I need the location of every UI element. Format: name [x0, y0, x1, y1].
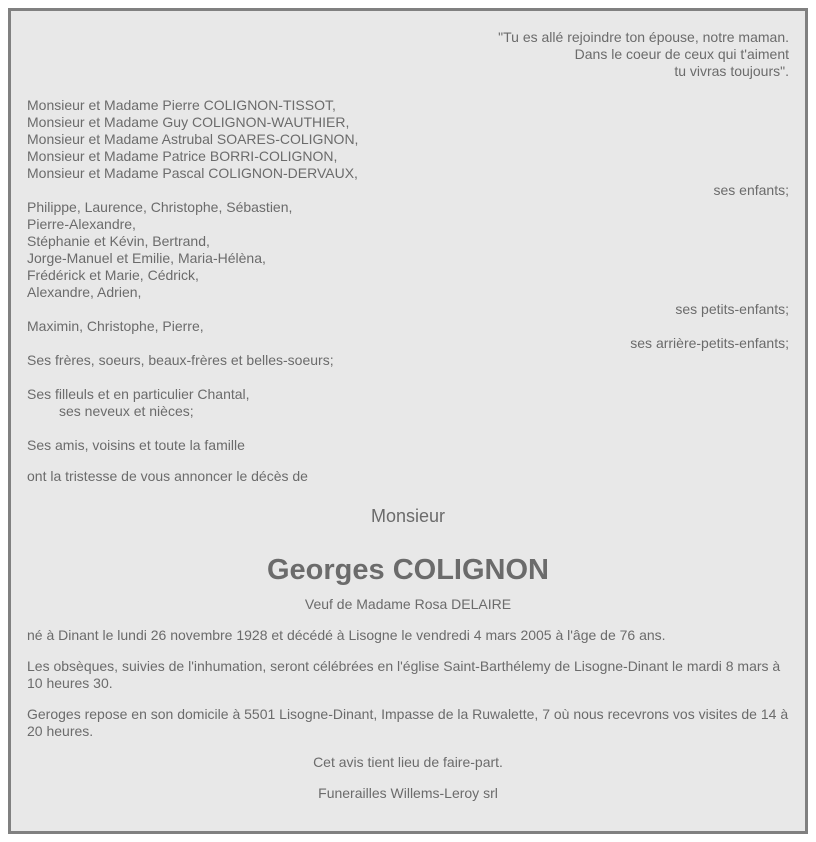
grandchildren-label: ses petits-enfants; — [675, 301, 789, 317]
family-member: Monsieur et Madame Guy COLIGNON-WAUTHIER, — [27, 114, 350, 130]
children-label: ses enfants; — [713, 182, 789, 198]
family-member: Monsieur et Madame Pascal COLIGNON-DERVAUX, — [27, 165, 358, 181]
widower-line: Veuf de Madame Rosa DELAIRE — [304, 596, 512, 612]
obituary-card — [8, 8, 808, 834]
birth-death-line: né à Dinant le lundi 26 novembre 1928 et décédé à Lisogne le vendredi 4 mars 2005 à l'âge de 76 ans. — [27, 627, 666, 643]
family-member: Monsieur et Madame Patrice BORRI-COLIGNON, — [27, 148, 338, 164]
family-member: Monsieur et Madame Pierre COLIGNON-TISSOT, — [27, 97, 336, 113]
epitaph-quote — [27, 29, 789, 80]
family-member: Pierre-Alexandre, — [27, 216, 136, 232]
family-member: Maximin, Christophe, Pierre, — [27, 318, 204, 334]
great-grandchildren-label: ses arrière-petits-enfants; — [630, 335, 789, 351]
visits-details: Geroges repose en son domicile à 5501 Lisogne-Dinant, Impasse de la Ruwalette, 7 où nous recevrons vos visites de 14 à 20 heures. — [27, 706, 792, 739]
quote-line: "Tu es allé rejoindre ton épouse, notre maman. — [498, 29, 789, 45]
honorific: Monsieur — [370, 506, 446, 526]
deceased-name: Georges COLIGNON — [267, 554, 549, 586]
funeral-details: Les obsèques, suivies de l'inhumation, seront célébrées en l'église Saint-Barthélemy de Lisogne-Dinant le mardi 8 mars à 10 heures 30. — [27, 658, 785, 691]
children-list — [27, 97, 789, 199]
grandchildren-list — [27, 199, 789, 318]
quote-line: tu vivras toujours". — [674, 63, 789, 79]
quote-line: Dans le coeur de ceux qui t'aiment — [574, 46, 789, 62]
family-member: Jorge-Manuel et Emilie, Maria-Hélèna, — [27, 250, 266, 266]
nephews-line: ses neveux et nièces; — [59, 403, 194, 419]
announcement-line: ont la tristesse de vous annoncer le décès de — [27, 468, 308, 484]
great-grandchildren-list — [27, 318, 789, 352]
family-member: Frédérick et Marie, Cédrick, — [27, 267, 199, 283]
friends-line: Ses amis, voisins et toute la famille — [27, 437, 245, 453]
family-member: Philippe, Laurence, Christophe, Sébastien, — [27, 199, 293, 215]
godchildren-block — [27, 386, 789, 420]
godchildren-line: Ses filleuls et en particulier Chantal, — [27, 386, 250, 402]
family-member: Alexandre, Adrien, — [27, 284, 142, 300]
funeral-home: Funerailles Willems-Leroy srl — [318, 785, 498, 801]
obituary-content — [27, 29, 792, 802]
notice-line: Cet avis tient lieu de faire-part. — [313, 754, 503, 770]
family-member: Monsieur et Madame Astrubal SOARES-COLIGNON, — [27, 131, 359, 147]
family-member: Stéphanie et Kévin, Bertrand, — [27, 233, 210, 249]
siblings-line: Ses frères, soeurs, beaux-frères et belles-soeurs; — [27, 352, 334, 368]
